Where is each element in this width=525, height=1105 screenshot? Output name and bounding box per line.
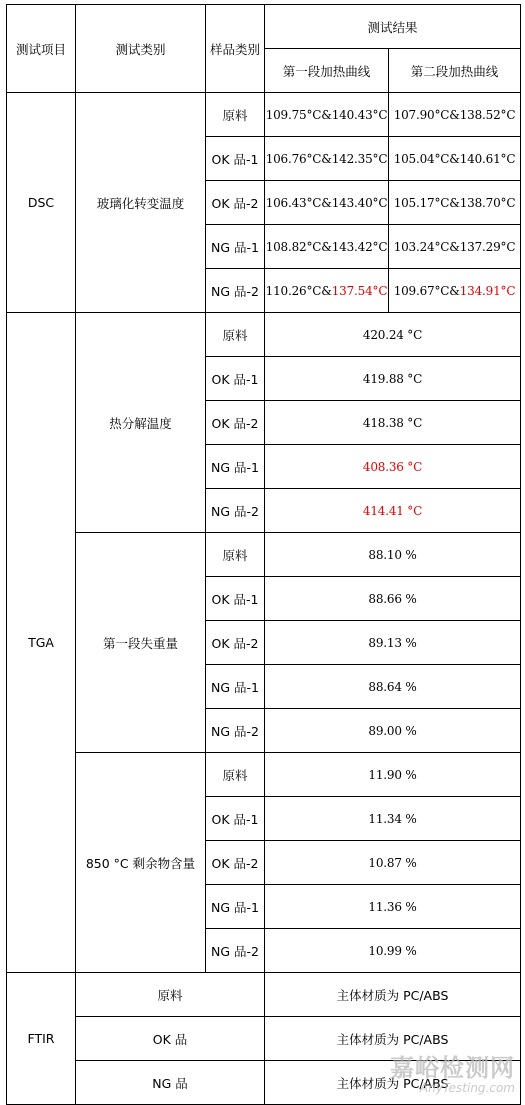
sample-label: NG 品-2 xyxy=(206,929,265,973)
sample-label: NG 品-1 xyxy=(206,665,265,709)
tga-item: TGA xyxy=(7,313,76,973)
header-test-category: 测试类别 xyxy=(76,5,206,93)
tga-value: 420.24 °C xyxy=(265,313,521,357)
tga-value: 11.36 % xyxy=(265,885,521,929)
dsc-first-curve-value: 109.75°C&140.43°C xyxy=(265,93,389,137)
tga-value: 89.13 % xyxy=(265,621,521,665)
ftir-result: 主体材质为 PC/ABS xyxy=(265,973,521,1017)
tga-value: 88.10 % xyxy=(265,533,521,577)
tga-value: 88.66 % xyxy=(265,577,521,621)
ftir-result: 主体材质为 PC/ABS xyxy=(265,1017,521,1061)
tga-value: 11.34 % xyxy=(265,797,521,841)
header-first-curve: 第一段加热曲线 xyxy=(265,49,389,93)
tga-value: 88.64 % xyxy=(265,665,521,709)
header-sample-category: 样品类别 xyxy=(206,5,265,93)
sample-label: OK 品-1 xyxy=(206,577,265,621)
dsc-second-curve-value: 107.90°C&138.52°C xyxy=(389,93,521,137)
dsc-second-curve-value: 105.04°C&140.61°C xyxy=(389,137,521,181)
sample-label: OK 品-2 xyxy=(206,621,265,665)
ftir-item: FTIR xyxy=(7,973,76,1105)
tga-value: 418.38 °C xyxy=(265,401,521,445)
sample-label: OK 品-2 xyxy=(206,401,265,445)
ftir-result: 主体材质为 PC/ABS xyxy=(265,1061,521,1105)
sample-label: NG 品-1 xyxy=(206,225,265,269)
sample-label: OK 品-2 xyxy=(206,841,265,885)
sample-label: NG 品-2 xyxy=(206,489,265,533)
sample-label: OK 品-2 xyxy=(206,181,265,225)
header-test-result: 测试结果 xyxy=(265,5,521,49)
sample-label: NG 品-1 xyxy=(206,445,265,489)
tga-category: 第一段失重量 xyxy=(76,533,206,753)
sample-label: 原料 xyxy=(206,313,265,357)
ftir-sample-label: 原料 xyxy=(76,973,265,1017)
dsc-second-curve-value: 105.17°C&138.70°C xyxy=(389,181,521,225)
dsc-item: DSC xyxy=(7,93,76,313)
sample-label: OK 品-1 xyxy=(206,357,265,401)
dsc-first-curve-value: 106.76°C&142.35°C xyxy=(265,137,389,181)
tga-category: 850 °C 剩余物含量 xyxy=(76,753,206,973)
dsc-first-curve-value: 108.82°C&143.42°C xyxy=(265,225,389,269)
sample-label: NG 品-1 xyxy=(206,885,265,929)
sample-label: OK 品-1 xyxy=(206,797,265,841)
header-test-item: 测试项目 xyxy=(7,5,76,93)
tga-value-highlight: 408.36 °C xyxy=(265,445,521,489)
watermark-title: 嘉峪检测网 xyxy=(390,1054,515,1082)
dsc-first-curve-value: 106.43°C&143.40°C xyxy=(265,181,389,225)
tga-category: 热分解温度 xyxy=(76,313,206,533)
ftir-sample-label: OK 品 xyxy=(76,1017,265,1061)
header-second-curve: 第二段加热曲线 xyxy=(389,49,521,93)
sample-label: OK 品-1 xyxy=(206,137,265,181)
sample-label: 原料 xyxy=(206,533,265,577)
tga-value: 10.99 % xyxy=(265,929,521,973)
watermark-url: AnyTesting.com xyxy=(419,1081,515,1095)
ftir-sample-label: NG 品 xyxy=(76,1061,265,1105)
tga-value: 89.00 % xyxy=(265,709,521,753)
dsc-second-curve-value: 109.67°C&134.91°C xyxy=(389,269,521,313)
sample-label: 原料 xyxy=(206,93,265,137)
dsc-first-curve-value: 110.26°C&137.54°C xyxy=(265,269,389,313)
dsc-category: 玻璃化转变温度 xyxy=(76,93,206,313)
sample-label: NG 品-2 xyxy=(206,709,265,753)
results-table xyxy=(6,4,521,1105)
watermark xyxy=(390,1048,515,1095)
sample-label: 原料 xyxy=(206,753,265,797)
tga-value: 10.87 % xyxy=(265,841,521,885)
tga-value: 11.90 % xyxy=(265,753,521,797)
tga-value: 419.88 °C xyxy=(265,357,521,401)
sample-label: NG 品-2 xyxy=(206,269,265,313)
tga-value-highlight: 414.41 °C xyxy=(265,489,521,533)
dsc-second-curve-value: 103.24°C&137.29°C xyxy=(389,225,521,269)
